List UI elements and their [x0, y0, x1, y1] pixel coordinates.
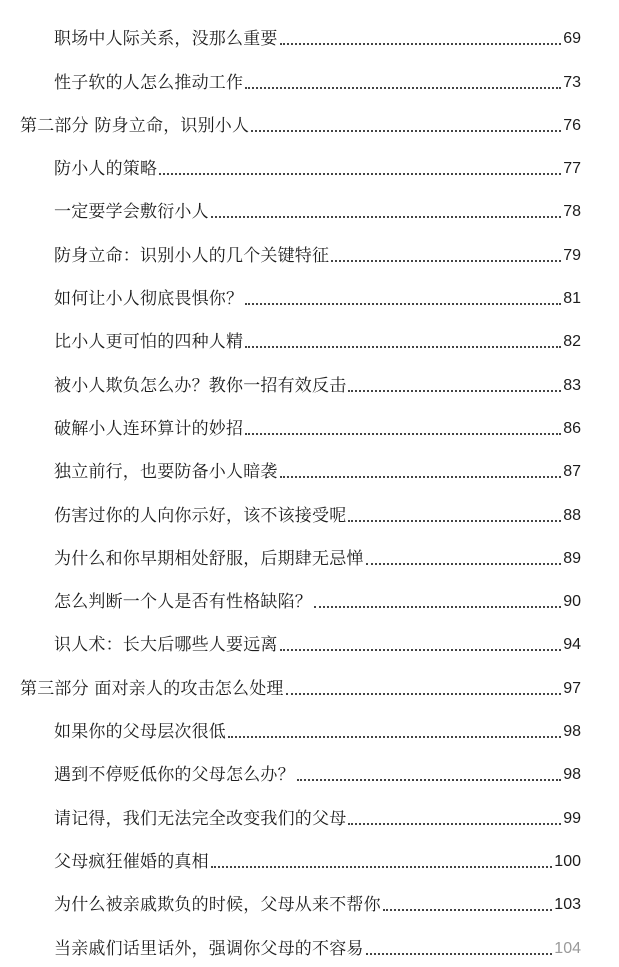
toc-entry-title: 为什么和你早期相处舒服，后期肆无忌惮: [54, 548, 364, 569]
dot-leader: [280, 43, 562, 45]
toc-entry[interactable]: [0, 447, 619, 490]
dot-leader: [159, 173, 561, 175]
toc-entry-page-number: 83: [563, 376, 581, 394]
toc-entry-page-number: 100: [554, 852, 581, 870]
toc-entry-title: 破解小人连环算计的妙招: [54, 418, 244, 439]
table-of-contents: [0, 14, 619, 967]
toc-part-heading[interactable]: [0, 101, 619, 144]
dot-leader: [228, 736, 561, 738]
dot-leader: [286, 693, 562, 695]
toc-entry-page-number: 98: [563, 766, 581, 784]
toc-entry-title: 父母疯狂催婚的真相: [54, 851, 209, 872]
toc-entry-title: 第二部分 防身立命，识别小人: [20, 115, 250, 136]
toc-entry[interactable]: [0, 360, 619, 403]
toc-entry[interactable]: [0, 577, 619, 620]
dot-leader: [297, 779, 561, 781]
toc-entry[interactable]: [0, 57, 619, 100]
toc-entry-page-number: 73: [563, 73, 581, 91]
dot-leader: [245, 87, 561, 89]
toc-entry[interactable]: [0, 187, 619, 230]
toc-entry-title: 独立前行，也要防备小人暗袭: [54, 462, 278, 483]
dot-leader: [251, 130, 561, 132]
dot-leader: [366, 953, 553, 955]
toc-entry[interactable]: [0, 230, 619, 273]
toc-entry-title: 请记得，我们无法完全改变我们的父母: [54, 808, 347, 829]
toc-entry-title: 职场中人际关系，没那么重要: [54, 29, 278, 50]
toc-entry[interactable]: [0, 750, 619, 793]
toc-entry-title: 防身立命：识别小人的几个关键特征: [54, 245, 330, 266]
toc-entry[interactable]: [0, 404, 619, 447]
toc-entry[interactable]: [0, 490, 619, 533]
toc-entry[interactable]: [0, 793, 619, 836]
toc-entry-page-number: 87: [563, 463, 581, 481]
toc-entry[interactable]: [0, 620, 619, 663]
toc-entry-title: 识人术：长大后哪些人要远离: [54, 635, 278, 656]
dot-leader: [280, 476, 562, 478]
toc-entry-title: 比小人更可怕的四种人精: [54, 332, 244, 353]
dot-leader: [245, 433, 561, 435]
toc-entry-page-number: 86: [563, 419, 581, 437]
dot-leader: [211, 216, 561, 218]
toc-entry-page-number: 78: [563, 203, 581, 221]
dot-leader: [383, 909, 552, 911]
toc-entry[interactable]: [0, 923, 619, 966]
dot-leader: [314, 606, 561, 608]
dot-leader: [245, 346, 561, 348]
toc-entry-page-number: 82: [563, 333, 581, 351]
toc-entry-page-number: 81: [563, 290, 581, 308]
toc-entry-title: 如何让小人彻底畏惧你？: [54, 289, 244, 310]
toc-entry-title: 当亲戚们话里话外，强调你父母的不容易: [54, 938, 364, 959]
toc-entry-page-number: 90: [563, 593, 581, 611]
toc-part-heading[interactable]: [0, 663, 619, 706]
toc-entry-page-number: 104: [554, 939, 581, 957]
toc-entry[interactable]: [0, 317, 619, 360]
toc-entry-title: 如果你的父母层次很低: [54, 722, 226, 743]
toc-entry[interactable]: [0, 144, 619, 187]
toc-entry-page-number: 77: [563, 160, 581, 178]
toc-entry-page-number: 98: [563, 723, 581, 741]
dot-leader: [366, 563, 562, 565]
toc-entry[interactable]: [0, 707, 619, 750]
toc-entry-title: 第三部分 面对亲人的攻击怎么处理: [20, 678, 284, 699]
dot-leader: [211, 866, 552, 868]
toc-entry-page-number: 76: [563, 116, 581, 134]
toc-entry-page-number: 97: [563, 679, 581, 697]
toc-entry-page-number: 94: [563, 636, 581, 654]
toc-entry-title: 遇到不停贬低你的父母怎么办？: [54, 765, 295, 786]
toc-entry-page-number: 103: [554, 896, 581, 914]
toc-entry-page-number: 88: [563, 506, 581, 524]
toc-entry[interactable]: [0, 274, 619, 317]
toc-entry-title: 怎么判断一个人是否有性格缺陷？: [54, 592, 312, 613]
toc-entry[interactable]: [0, 880, 619, 923]
dot-leader: [348, 390, 561, 392]
dot-leader: [348, 823, 561, 825]
dot-leader: [280, 649, 562, 651]
toc-entry-title: 伤害过你的人向你示好，该不该接受呢: [54, 505, 347, 526]
toc-entry-page-number: 79: [563, 246, 581, 264]
toc-entry[interactable]: [0, 837, 619, 880]
toc-entry[interactable]: [0, 534, 619, 577]
dot-leader: [245, 303, 561, 305]
toc-entry-title: 一定要学会敷衍小人: [54, 202, 209, 223]
dot-leader: [348, 520, 561, 522]
toc-entry-page-number: 89: [563, 549, 581, 567]
toc-entry-title: 防小人的策略: [54, 159, 158, 180]
toc-entry-title: 被小人欺负怎么办？教你一招有效反击: [54, 375, 347, 396]
toc-entry-title: 性子软的人怎么推动工作: [54, 72, 244, 93]
toc-entry[interactable]: [0, 14, 619, 57]
toc-entry-page-number: 99: [563, 809, 581, 827]
toc-entry-page-number: 69: [563, 30, 581, 48]
dot-leader: [331, 260, 561, 262]
toc-entry-title: 为什么被亲戚欺负的时候，父母从来不帮你: [54, 895, 381, 916]
